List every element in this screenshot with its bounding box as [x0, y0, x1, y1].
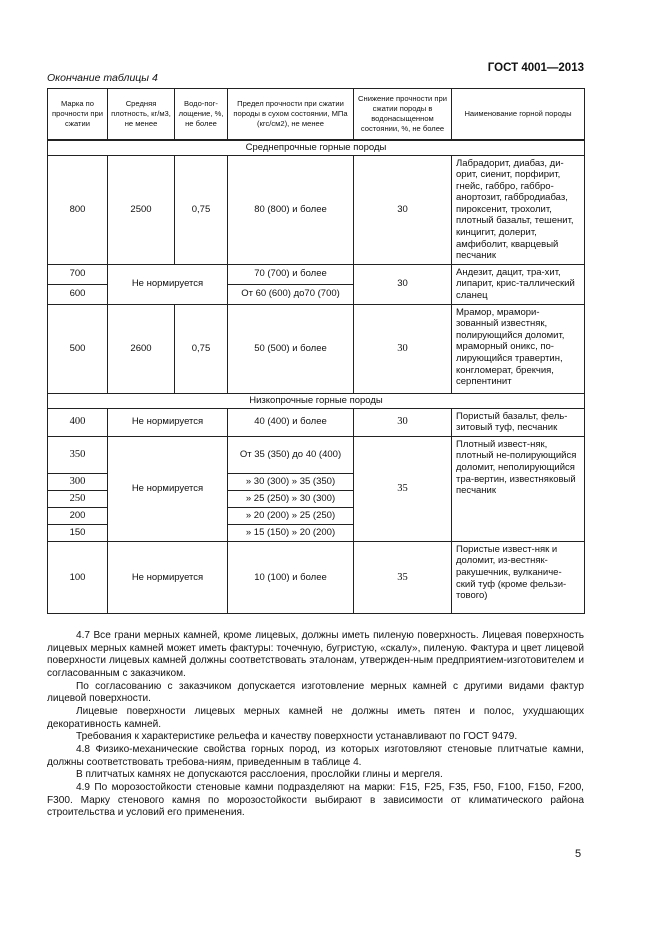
table-row: [48, 264, 585, 284]
page-number: 5: [575, 848, 582, 860]
header-rock-name: Наименование горной породы: [452, 89, 585, 141]
header-reduction: Снижение прочности при сжатии породы в водонасыщенном состоянии, %, не более: [354, 89, 452, 141]
rock-name-cell: Плотный извест-няк, плотный не-полирующийся доломит, неполирующийся тра-вертин, известняковый песчаник: [452, 436, 585, 541]
strength-cell: 40 (400) и более: [228, 408, 354, 436]
paragraph: 4.9 По морозостойкости стеновые камни подразделяют на марки: F15, F25, F35, F50, F100, F150, F200, F300. Марку стенового камня по морозостойкости выбирают в зависимости от климатического района строительства и условий его применения.: [47, 781, 584, 819]
rock-name-cell: Лабрадорит, диабаз, ди-орит, сиенит, порфирит, гнейс, габбро, габбро-анортозит, габбродиабаз, пироксенит, трохолит, плотный базальт, тешенит, кинцигит, долерит, амфиболит, кварцевый песчаник: [452, 155, 585, 264]
body-text: [47, 630, 584, 820]
paragraph: Лицевые поверхности лицевых мерных камней не должны иметь пятен и полос, ухудшающих декоративность камней.: [47, 705, 584, 730]
properties-table: [47, 88, 585, 614]
rock-name-cell: Мрамор, мрамори-зованный известняк, полирующийся доломит, мраморный оникс, по-лирующийся травертин, конгломерат, брекчия, серпентинит: [452, 304, 585, 393]
reduction-cell: 30: [354, 155, 452, 264]
table-row: [48, 436, 585, 473]
not-normalized-cell: Не нормируется: [108, 408, 228, 436]
grade-cell: 200: [48, 507, 108, 524]
section-medium-strength: Среднепрочные горные породы: [48, 140, 585, 155]
reduction-cell: 30: [354, 264, 452, 304]
not-normalized-cell: Не нормируется: [108, 436, 228, 541]
grade-cell: 350: [48, 436, 108, 473]
standard-designation: ГОСТ 4001—2013: [487, 62, 584, 74]
strength-cell: 50 (500) и более: [228, 304, 354, 393]
strength-cell: От 35 (350) до 40 (400): [228, 436, 354, 473]
paragraph: Требования к характеристике рельефа и качеству поверхности устанавливают по ГОСТ 9479.: [76, 731, 518, 743]
paragraph: В плитчатых камнях не допускаются расслоения, прослойки глины и мергеля.: [76, 769, 443, 781]
strength-cell: » 20 (200) » 25 (250): [228, 507, 354, 524]
strength-cell: » 25 (250) » 30 (300): [228, 490, 354, 507]
header-density: Средняя плотность, кг/м3, не менее: [108, 89, 175, 141]
grade-cell: 800: [48, 155, 108, 264]
grade-cell: 150: [48, 524, 108, 541]
density-cell: 2500: [108, 155, 175, 264]
not-normalized-cell: Не нормируется: [108, 264, 228, 304]
density-cell: 2600: [108, 304, 175, 393]
grade-cell: 400: [48, 408, 108, 436]
strength-cell: 10 (100) и более: [228, 541, 354, 613]
table-caption: Окончание таблицы 4: [47, 72, 158, 84]
header-grade: Марка по прочности при сжатии: [48, 89, 108, 141]
paragraph: По согласованию с заказчиком допускается изготовление мерных камней с другими видами фактур лицевой поверхности.: [47, 680, 584, 705]
rock-name-cell: Андезит, дацит, тра-хит, липарит, крис-таллический сланец: [452, 264, 585, 304]
strength-cell: 80 (800) и более: [228, 155, 354, 264]
header-absorption: Водо-пог-лощение, %, не более: [175, 89, 228, 141]
grade-cell: 100: [48, 541, 108, 613]
table-row: [48, 304, 585, 393]
strength-cell: 70 (700) и более: [228, 264, 354, 284]
grade-cell: 250: [48, 490, 108, 507]
rock-name-cell: Пористые извест-няк и доломит, из-вестняк-ракушечник, вулканиче-ский туф (кроме фельзи-тового): [452, 541, 585, 613]
paragraph: 4.7 Все грани мерных камней, кроме лицевых, должны иметь пиленую поверхность. Лицевая поверхность лицевых мерных камней может иметь фактуры: точечную, бугристую, «скалу», пиленую. Фактура и цвет лицевой поверхности лицевых камней должны соответствовать эталонам, утвержден-ным предприятием-изготовителем и согласованным с заказчиком.: [47, 630, 584, 679]
strength-cell: От 60 (600) до70 (700): [228, 284, 354, 304]
table-row: [48, 541, 585, 613]
reduction-cell: 35: [354, 436, 452, 541]
header-strength: Предел прочности при сжатии породы в сухом состоянии, МПа (кгс/см2), не менее: [228, 89, 354, 141]
reduction-cell: 35: [354, 541, 452, 613]
reduction-cell: 30: [354, 304, 452, 393]
reduction-cell: 30: [354, 408, 452, 436]
grade-cell: 500: [48, 304, 108, 393]
table-row: [48, 408, 585, 436]
grade-cell: 300: [48, 473, 108, 490]
grade-cell: 600: [48, 284, 108, 304]
absorption-cell: 0,75: [175, 304, 228, 393]
not-normalized-cell: Не нормируется: [108, 541, 228, 613]
strength-cell: » 30 (300) » 35 (350): [228, 473, 354, 490]
grade-cell: 700: [48, 264, 108, 284]
strength-cell: » 15 (150) » 20 (200): [228, 524, 354, 541]
section-low-strength: Низкопрочные горные породы: [48, 393, 585, 408]
table-row: [48, 155, 585, 264]
rock-name-cell: Пористый базальт, фель-зитовый туф, песчаник: [452, 408, 585, 436]
paragraph: 4.8 Физико-механические свойства горных пород, из которых изготовляют стеновые плитчатые камни, должны соответствовать требова-ниям, приведенным в таблице 4.: [47, 743, 584, 768]
absorption-cell: 0,75: [175, 155, 228, 264]
